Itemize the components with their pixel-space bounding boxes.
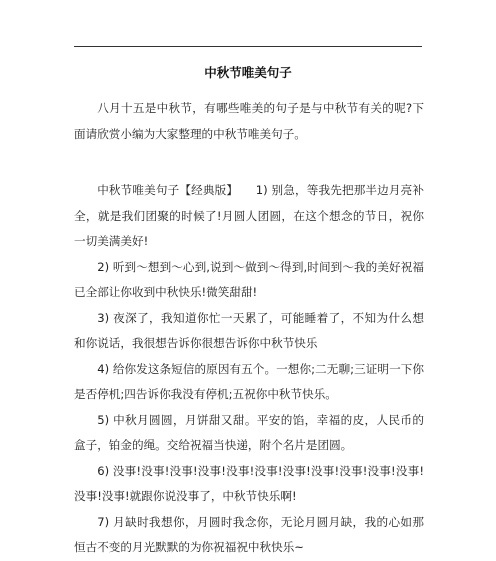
article-body <box>74 96 424 561</box>
paragraph-5: 5) 中秋月圆圆，月饼甜又甜。平安的馅，幸福的皮，人民币的盒子，铂金的绳。交给祝福当快递，附个名片是团圆。 <box>74 412 424 452</box>
paragraph-6: 6) 没事!没事!没事!没事!没事!没事!没事!没事!没事!没事!没事!没事!没事!就跟你说没事了，中秋节快乐啊! <box>74 463 424 503</box>
article-title: 中秋节唯美句子 <box>204 65 292 80</box>
paragraph-7: 7) 月缺时我想你，月圆时我念你，无论月圆月缺，我的心如那恒古不变的月光默默的为你祝福祝中秋快乐~ <box>74 514 424 554</box>
header-rule <box>74 46 422 47</box>
paragraph-3: 3) 夜深了，我知道你忙一天累了，可能睡着了，不知为什么想和你说话，我很想告诉你很想告诉你中秋节快乐 <box>74 310 424 350</box>
paragraph-gap <box>74 147 424 178</box>
paragraph-4: 4) 给你发这条短信的原因有五个。一想你;二无聊;三证明一下你是否停机;四告诉你我没有停机;五祝你中秋节快乐。 <box>74 361 424 401</box>
paragraph-1: 中秋节唯美句子【经典版】 1) 别急，等我先把那半边月亮补全，就是我们团聚的时候了!月圆人团圆，在这个想念的节日，祝你一切美满美好! <box>74 183 424 248</box>
paragraph-2: 2) 听到～想到～心到,说到～做到～得到,时间到～我的美好祝福已全部让你收到中秋快乐!微笑甜甜! <box>74 259 424 299</box>
intro-paragraph: 八月十五是中秋节，有哪些唯美的句子是与中秋节有关的呢?下面请欣赏小编为大家整理的中秋节唯美句子。 <box>74 101 424 141</box>
